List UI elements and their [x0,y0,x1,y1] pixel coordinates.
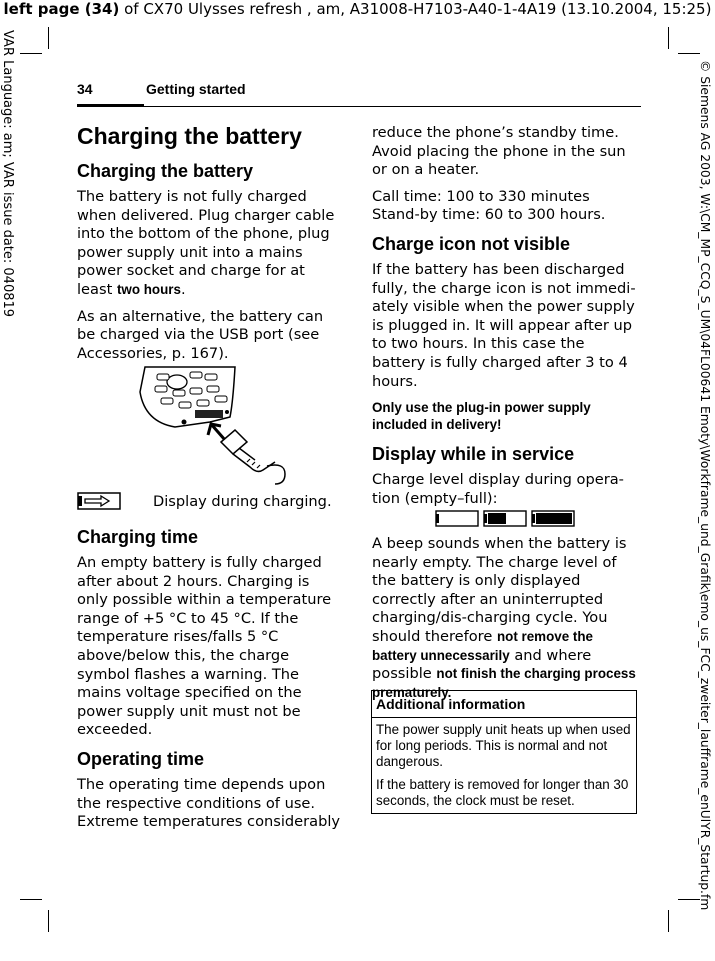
heading-charging-time: Charging time [77,527,199,547]
battery-level-row [435,510,575,528]
heading-display: Display while in service [372,444,575,465]
header-rule [144,106,641,107]
crop-mark [20,53,42,54]
crop-mark [48,910,49,932]
info-box-paragraph: The power supply unit heats up when used for long periods. This is normal and not dangerous. [376,722,631,769]
crop-mark [48,27,49,49]
info-box-paragraph: If the battery is removed for longer than 30 seconds, the clock must be reset. [376,777,629,808]
call-time: Call time: 100 to 330 minutes [372,187,590,205]
paragraph: If the battery has been discharged fully, the charge icon is not immedi-ately visible when the power supply is plugged in. It will appear after up to two hours. In this case the battery is fully charged after 3 to 4 hours. [372,260,636,390]
charging-icon [77,492,121,510]
battery-empty-icon [435,510,479,527]
icon-caption: Display during charging. [153,493,332,510]
battery-full-icon [531,510,575,527]
page-number: 34 [77,81,93,97]
heading-charge-icon: Charge icon not visible [372,233,571,254]
right-column-lower [372,535,640,710]
crop-mark [20,899,42,900]
left-margin-note: VAR Language: am; VAR issue date: 040819 [0,30,15,318]
heading-charging: Charging the battery [77,161,254,181]
section-title: Getting started [146,81,246,97]
heading-operating-time: Operating time [77,748,205,769]
paragraph: A beep sounds when the battery is nearly empty. The charge level of the battery is only displayed correctly after an uninterrupted charging/dis-charging cycle. You should therefore not remove the battery unnecessarily and where possible not finish the charging process prematurely. [372,535,636,700]
paragraph: The battery is not fully charged when delivered. Plug charger cable into the bottom of the phone, plug power supply unit into a mains power socket and charge for at least two hours. [77,188,335,298]
left-column [77,123,342,371]
standby-time: Stand-by time: 60 to 300 hours. [372,206,606,224]
print-header: left page (34) of CX70 Ulysses refresh , am, A31008-H7103-A40-1-4A19 (13.10.2004, 15:25) [3,0,712,18]
crop-mark [668,910,669,932]
paragraph: Charge level display during opera-tion (empty–full): [372,471,624,507]
phone-charger-illustration [135,362,305,487]
battery-half-icon [483,510,527,527]
paragraph: As an alternative, the battery can be charged via the USB port (see Accessories, p. 167). [77,307,324,362]
additional-info-box [371,690,637,814]
paragraph: reduce the phone’s standby time. Avoid placing the phone in the sun or on a heater. [372,124,626,179]
page-heading: Charging the battery [77,123,302,149]
header-rule-thick [77,104,144,107]
right-margin-note: © Siemens AG 2003, W:\CM_MP_CCQ_S_UM\04FL00641 Emoty\Workframe_und_Grafik\emo_us_FCC_zweiter_laufframe_enUlYR_Startup.fm [698,60,712,911]
left-column-lower [77,522,342,840]
supply-note: Only use the plug-in power supply included in delivery! [372,400,591,433]
paragraph: The operating time depends upon the respective conditions of use. Extreme temperatures considerably [77,775,341,831]
info-box-title: Additional information [372,691,636,718]
paragraph: An empty battery is fully charged after about 2 hours. Charging is only possible within a temperature range of +5 °C to 45 °C. If the temperature rises/falls 5 °C above/below this, the charge symbol flashes a warning. The mains voltage specified on the power supply unit must not be exceeded. [77,554,332,739]
crop-mark [678,53,700,54]
crop-mark [668,27,669,49]
right-column [372,124,640,516]
